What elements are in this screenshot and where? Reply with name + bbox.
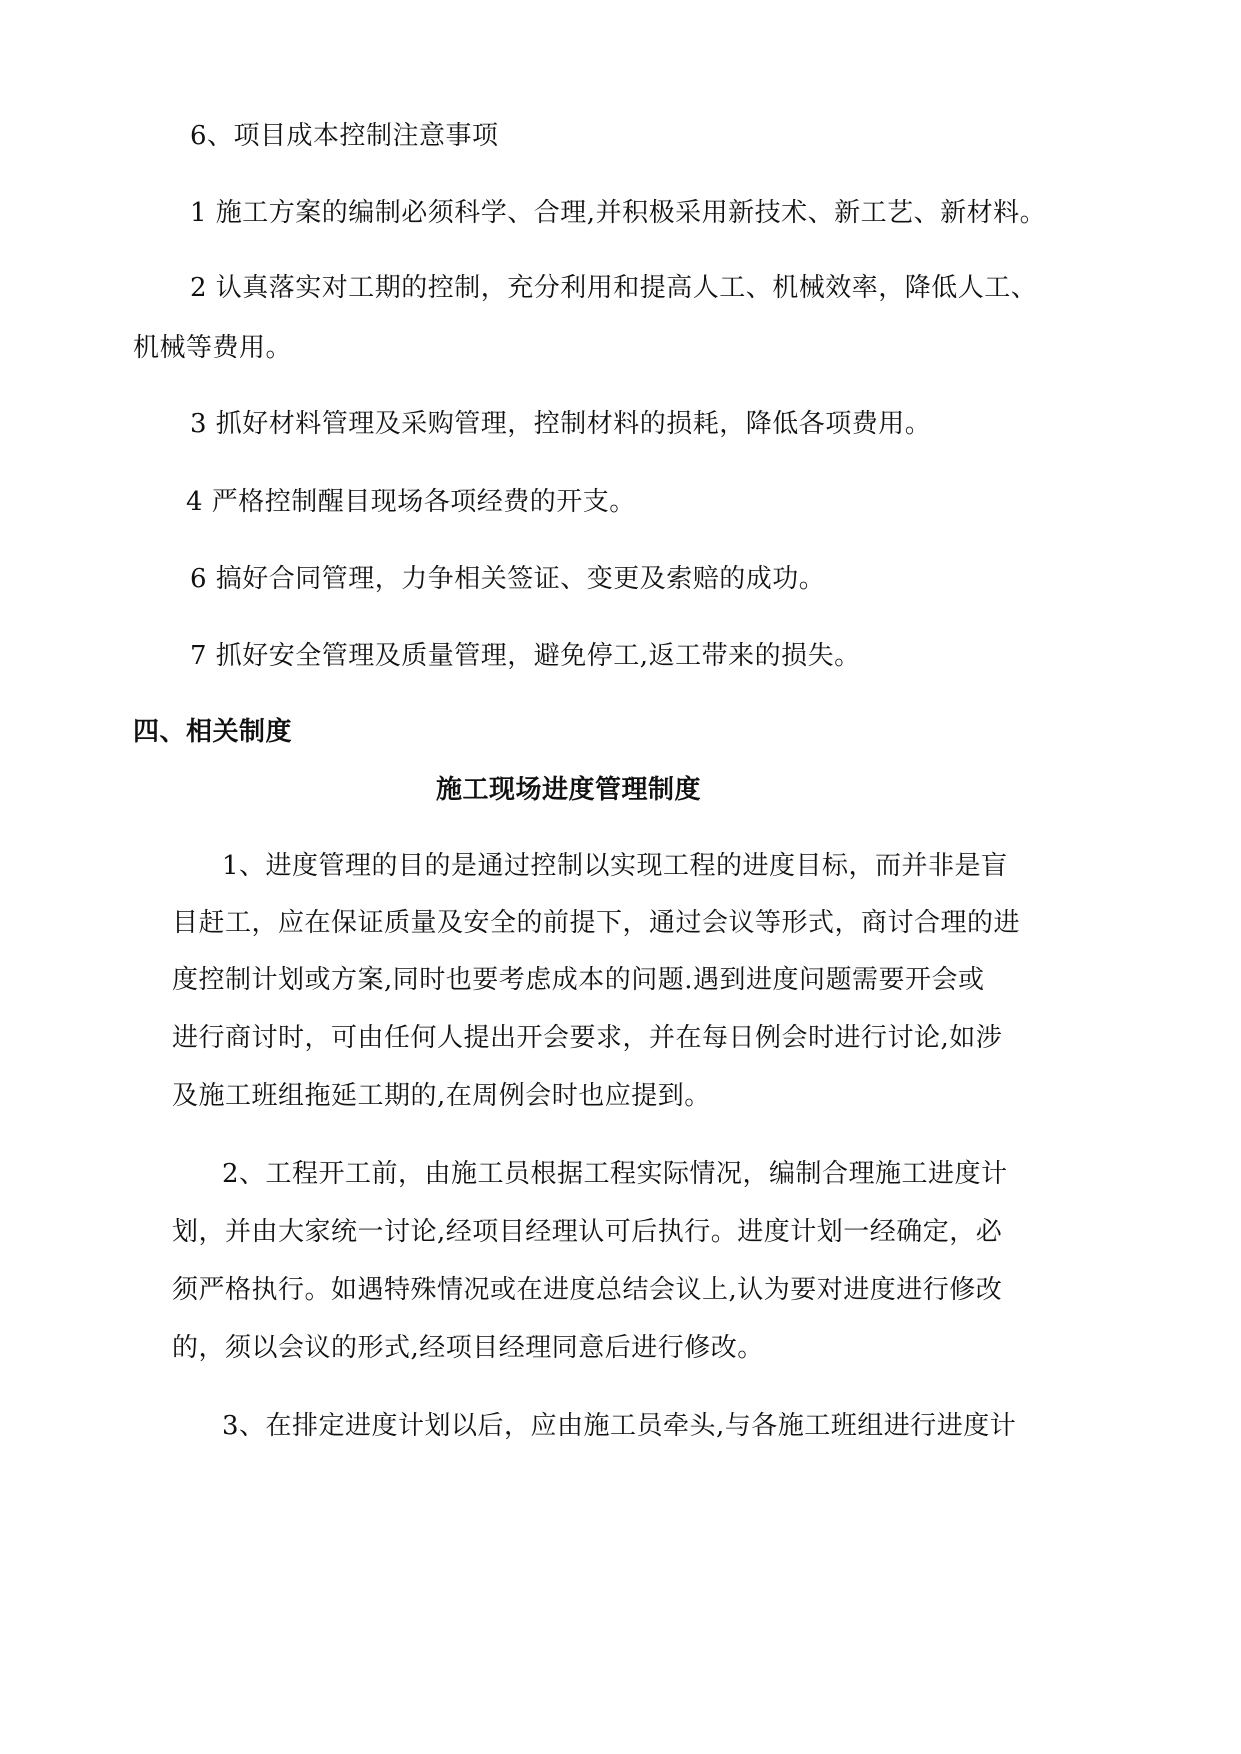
- para-1-line-1: 1、进度管理的目的是通过控制以实现工程的进度目标，而并非是盲: [222, 851, 1008, 881]
- cost-control-item-3: 3 抓好材料管理及采购管理，控制材料的损耗，降低各项费用。: [190, 409, 932, 439]
- para-2-line-2: 划，并由大家统一讨论,经项目经理认可后执行。进度计划一经确定，必: [172, 1217, 1003, 1247]
- para-2-line-1: 2、工程开工前，由施工员根据工程实际情况，编制合理施工进度计: [222, 1159, 1008, 1189]
- cost-control-item-7: 7 抓好安全管理及质量管理，避免停工,返工带来的损失。: [190, 641, 861, 671]
- para-1-line-3: 度控制计划或方案,同时也要考虑成本的问题.遇到进度问题需要开会或: [172, 965, 985, 995]
- section-heading: 四、相关制度: [133, 717, 293, 747]
- para-3-line-1: 3、在排定进度计划以后，应由施工员牵头,与各施工班组进行进度计: [222, 1411, 1017, 1441]
- section-title: 施工现场进度管理制度: [436, 775, 702, 805]
- cost-control-item-1: 1 施工方案的编制必须科学、合理,并积极采用新技术、新工艺、新材料。: [190, 198, 1047, 228]
- para-2-line-3: 须严格执行。如遇特殊情况或在进度总结会议上,认为要对进度进行修改: [172, 1275, 1003, 1305]
- para-1-line-5: 及施工班组拖延工期的,在周例会时也应提到。: [172, 1081, 711, 1111]
- cost-control-item-6: 6 搞好合同管理，力争相关签证、变更及索赔的成功。: [190, 564, 826, 594]
- para-2-line-4: 的，须以会议的形式,经项目经理同意后进行修改。: [172, 1333, 764, 1363]
- cost-control-item-4: 4 严格控制醒目现场各项经费的开支。: [186, 487, 636, 517]
- cost-control-heading: 6、项目成本控制注意事项: [190, 121, 499, 151]
- para-1-line-2: 目赶工，应在保证质量及安全的前提下，通过会议等形式，商讨合理的进: [172, 908, 1021, 938]
- cost-control-item-2-line-2: 机械等费用。: [133, 333, 293, 363]
- para-1-line-4: 进行商讨时，可由任何人提出开会要求，并在每日例会时进行讨论,如涉: [172, 1023, 1003, 1053]
- cost-control-item-2-line-1: 2 认真落实对工期的控制，充分利用和提高人工、机械效率，降低人工、: [190, 273, 1038, 303]
